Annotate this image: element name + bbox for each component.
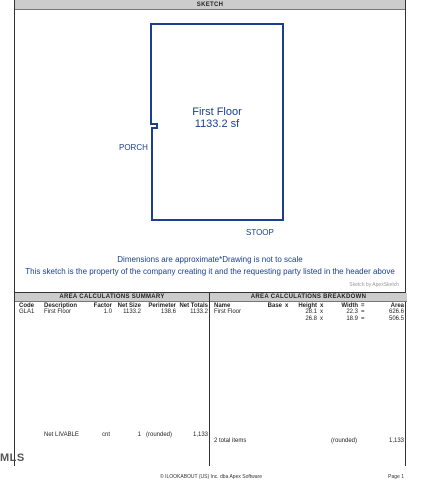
area-calculations [15, 292, 405, 466]
summary-row-code: GLA1 [19, 309, 35, 315]
summary-header-net-size: Net Size [117, 303, 141, 309]
floor-plan-sketch [15, 10, 407, 292]
page-footer [0, 474, 422, 480]
breakdown-row-height: 28.1 [305, 309, 317, 315]
summary-row-factor: 1.0 [103, 309, 112, 315]
breakdown-row-area: 626.6 [388, 309, 404, 315]
summary-header-perimeter: Perimeter [148, 303, 176, 309]
summary-header-description: Description [44, 303, 78, 309]
breakdown-row-x: x [320, 309, 323, 315]
breakdown-row-eq: = [361, 309, 365, 315]
breakdown-row-x: x [320, 316, 323, 322]
mls-watermark: MLS [0, 452, 25, 464]
breakdown-footer-rounded: (rounded) [331, 438, 358, 444]
summary-row-net-size: 1133.2 [123, 309, 141, 315]
breakdown-name: First Floor [214, 309, 241, 315]
breakdown-header-eq: = [361, 303, 365, 309]
breakdown-title: AREA CALCULATIONS BREAKDOWN [210, 293, 407, 302]
summary-footer-unit: cnt [102, 432, 111, 438]
stoop-label: STOOP [246, 228, 274, 237]
room-label [181, 106, 253, 130]
breakdown-header-name: Name [214, 303, 231, 309]
summary-footer-count: 1 [137, 432, 141, 438]
breakdown-row-area: 506.5 [388, 316, 404, 322]
breakdown-header-x1: x [285, 303, 289, 309]
sketch-header: SKETCH [15, 0, 405, 10]
area-summary-panel [15, 293, 210, 466]
breakdown-footer-label: 2 total items [214, 438, 247, 444]
breakdown-header-height: Height [298, 303, 317, 309]
summary-title: AREA CALCULATIONS SUMMARY [15, 293, 209, 302]
summary-footer-rounded: (rounded) [146, 432, 173, 438]
sketch-drawing-area [15, 10, 405, 292]
summary-header-net-totals: Net Totals [179, 303, 208, 309]
summary-header-factor: Factor [93, 303, 112, 309]
breakdown-row-width: 22.3 [346, 309, 358, 315]
breakdown-header-area: Area [390, 303, 404, 309]
breakdown-header-base: Base [267, 303, 282, 309]
area-breakdown-panel [210, 293, 407, 466]
footer-page-number: Page 1 [388, 474, 404, 480]
disclaimer-property: This sketch is the property of the company creating it and the requesting party listed in the header above [25, 267, 395, 276]
breakdown-row-height: 26.8 [305, 316, 317, 322]
breakdown-header-x2: x [320, 303, 324, 309]
summary-footer-label: Net LIVABLE [44, 432, 79, 438]
breakdown-footer-total: 1,133 [388, 438, 404, 444]
footer-copyright: © ILOOKABOUT (US) Inc. dba Apex Software [160, 474, 262, 480]
summary-header-code: Code [19, 303, 34, 309]
breakdown-row-width: 18.9 [346, 316, 358, 322]
summary-row-perimeter: 138.6 [160, 309, 176, 315]
porch-label: PORCH [119, 143, 148, 152]
summary-footer-total: 1,133 [192, 432, 208, 438]
breakdown-row-eq: = [361, 316, 365, 322]
sketch-page [14, 0, 406, 466]
sketch-credit: Sketch by ApexSketch [349, 282, 399, 288]
room-area: 1133.2 sf [194, 118, 240, 130]
breakdown-header-width: Width [341, 303, 358, 309]
summary-row-description: First Floor [44, 309, 71, 315]
disclaimer-dimensions: Dimensions are approximate*Drawing is not to scale [117, 255, 303, 264]
room-name: First Floor [192, 106, 242, 118]
summary-row-net-totals: 1133.2 [190, 309, 208, 315]
